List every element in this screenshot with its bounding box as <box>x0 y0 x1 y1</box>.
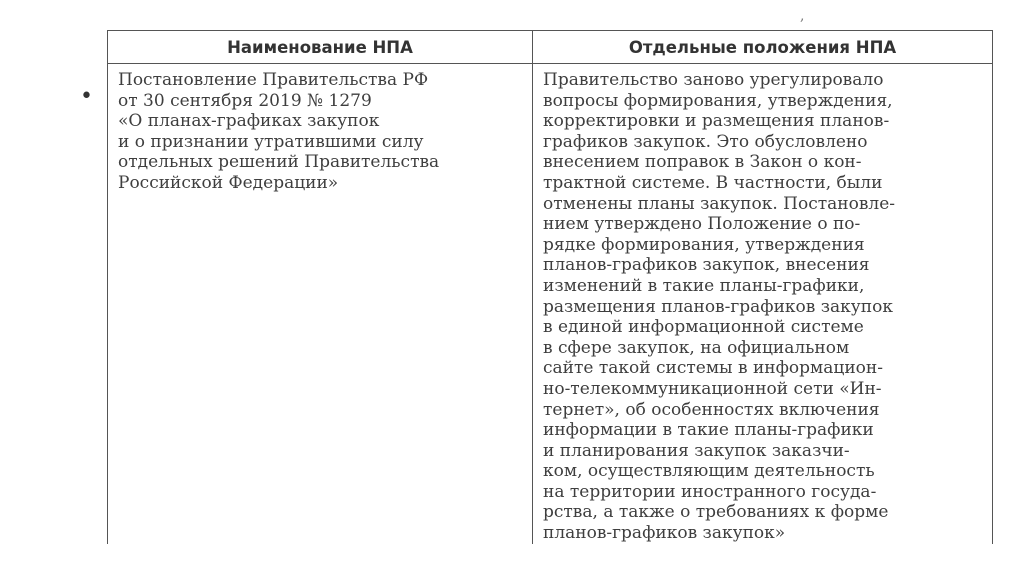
npa-name-line: отдельных решений Правительства <box>118 152 440 173</box>
table-row <box>108 64 993 545</box>
provisions-line: внесением поправок в Закон о кон- <box>543 152 862 173</box>
provisions-line: сайте такой системы в информацион- <box>543 358 883 379</box>
stray-mark: , <box>800 8 805 24</box>
provisions-line: в сфере закупок, на официальном <box>543 337 850 358</box>
provisions-line: вопросы формирования, утверждения, <box>543 90 893 111</box>
header-npa-name: Наименование НПА <box>108 31 533 64</box>
provisions-line: Правительство заново урегулировало <box>543 70 884 90</box>
provisions-line: в единой информационной системе <box>543 317 864 338</box>
provisions-line: планов-графиков закупок» <box>543 523 786 544</box>
table-header-row <box>108 31 993 64</box>
npa-name-line: Российской Федерации» <box>118 172 339 193</box>
provisions-line: информации в такие планы-графики <box>543 420 874 441</box>
provisions-line: планов-графиков закупок, внесения <box>543 255 870 276</box>
provisions-line: на территории иностранного госуда- <box>543 481 877 502</box>
npa-name-line: «О планах-графиках закупок <box>118 111 380 132</box>
npa-name-line: Постановление Правительства РФ <box>118 70 429 90</box>
provisions-line: тернет», об особенностях включения <box>543 399 880 420</box>
provisions-line: и планирования закупок заказчи- <box>543 440 850 461</box>
provisions-line: рства, а также о требованиях к форме <box>543 502 889 523</box>
bullet-point: • <box>80 84 93 109</box>
header-npa-provisions: Отдельные положения НПА <box>533 31 993 64</box>
provisions-line: отменены планы закупок. Постановле- <box>543 193 896 214</box>
provisions-line: размещения планов-графиков закупок <box>543 296 893 317</box>
npa-provisions-cell <box>533 64 993 545</box>
provisions-line: трактной системе. В частности, были <box>543 172 883 193</box>
npa-name-cell <box>108 64 533 545</box>
npa-name-line: и о признании утратившими силу <box>118 131 424 152</box>
npa-table <box>107 30 993 544</box>
provisions-line: рядке формирования, утверждения <box>543 234 865 255</box>
npa-name-line: от 30 сентября 2019 № 1279 <box>118 90 372 111</box>
provisions-line: нием утверждено Положение о по- <box>543 214 861 235</box>
provisions-line: но-телекоммуникационной сети «Ин- <box>543 378 882 399</box>
provisions-line: изменений в такие планы-графики, <box>543 275 865 296</box>
provisions-line: ком, осуществляющим деятельность <box>543 461 875 482</box>
provisions-line: корректировки и размещения планов- <box>543 111 890 132</box>
provisions-line: графиков закупок. Это обусловлено <box>543 131 868 152</box>
